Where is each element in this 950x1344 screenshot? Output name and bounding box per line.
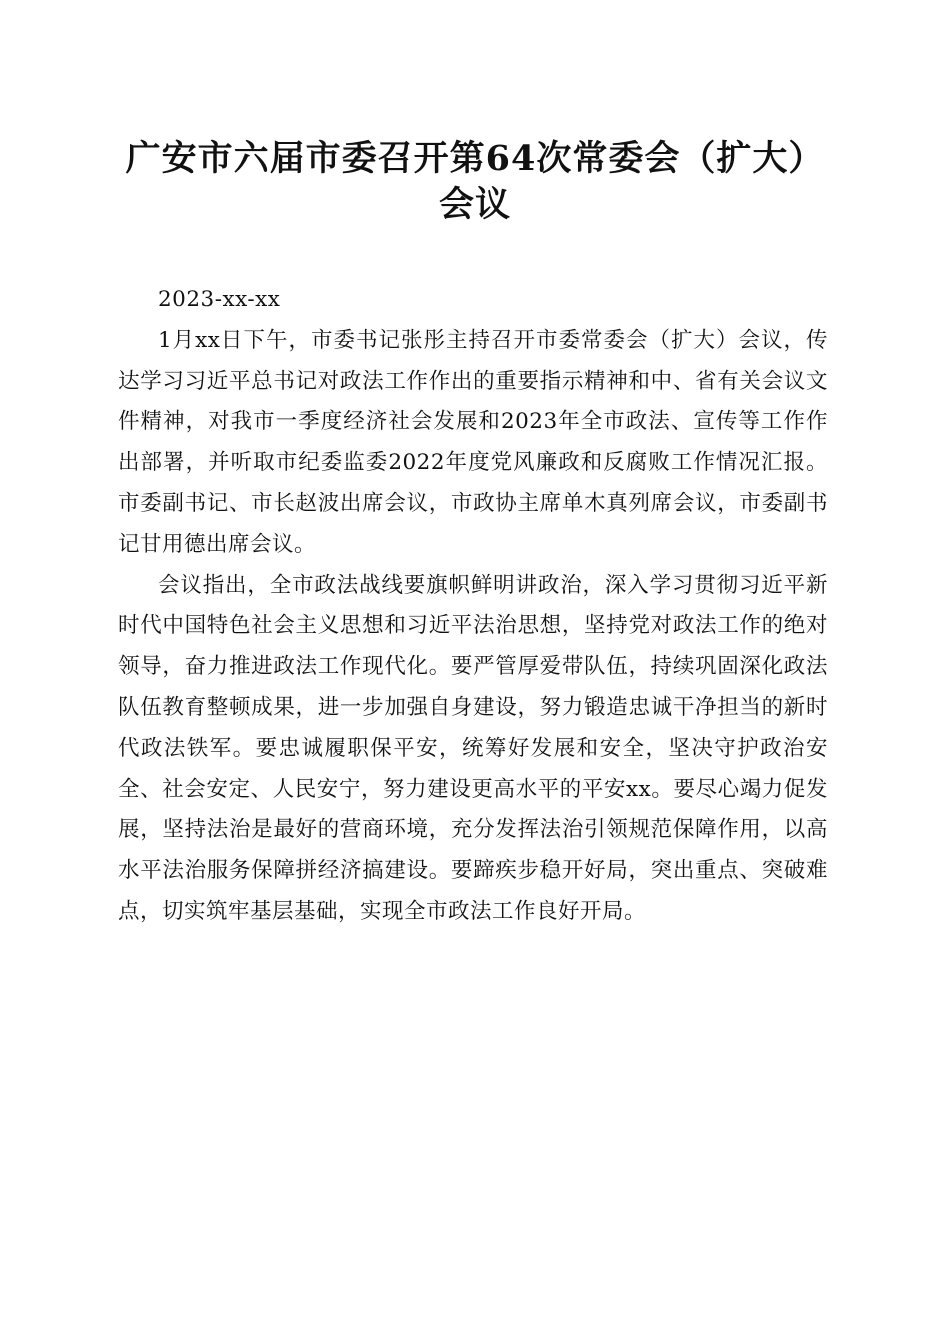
title-line-2: 会议 (438, 184, 511, 225)
paragraph-meeting-points: 会议指出，全市政法战线要旗帜鲜明讲政治，深入学习贯彻习近平新时代中国特色社会主义思想和习近平法治思想，坚持党对政法工作的绝对领导，奋力推进政法工作现代化。要严管厚爱带队伍，持续巩固深化政法队伍教育整顿成果，进一步加强自身建设，努力锻造忠诚干净担当的新时代政法铁军。要忠诚履职保平安，统筹好发展和安全，坚决守护政治安全、社会安定、人民安宁，努力建设更高水平的平安xx。要尽心竭力促发展，坚持法治是最好的营商环境，充分发挥法治引领规范保障作用，以高水平法治服务保障拼经济搞建设。要蹄疾步稳开好局，突出重点、突破难点，切实筑牢基层基础，实现全市政法工作良好开局。 (118, 572, 828, 924)
document-title (110, 136, 840, 228)
title-line-1: 广安市六届市委召开第64次常委会（扩大） (125, 138, 825, 179)
document-date: 2023-xx-xx (158, 287, 281, 312)
document-body (118, 280, 828, 933)
paragraph-meeting-summary: 1月xx日下午，市委书记张彤主持召开市委常委会（扩大）会议，传达学习习近平总书记对政法工作作出的重要指示精神和中、省有关会议文件精神，对我市一季度经济社会发展和2023年全市政法、宣传等工作作出部署，并听取市纪委监委2022年度党风廉政和反腐败工作情况汇报。市委副书记、市长赵波出席会议，市政协主席单木真列席会议，市委副书记甘用德出席会议。 (118, 327, 828, 557)
